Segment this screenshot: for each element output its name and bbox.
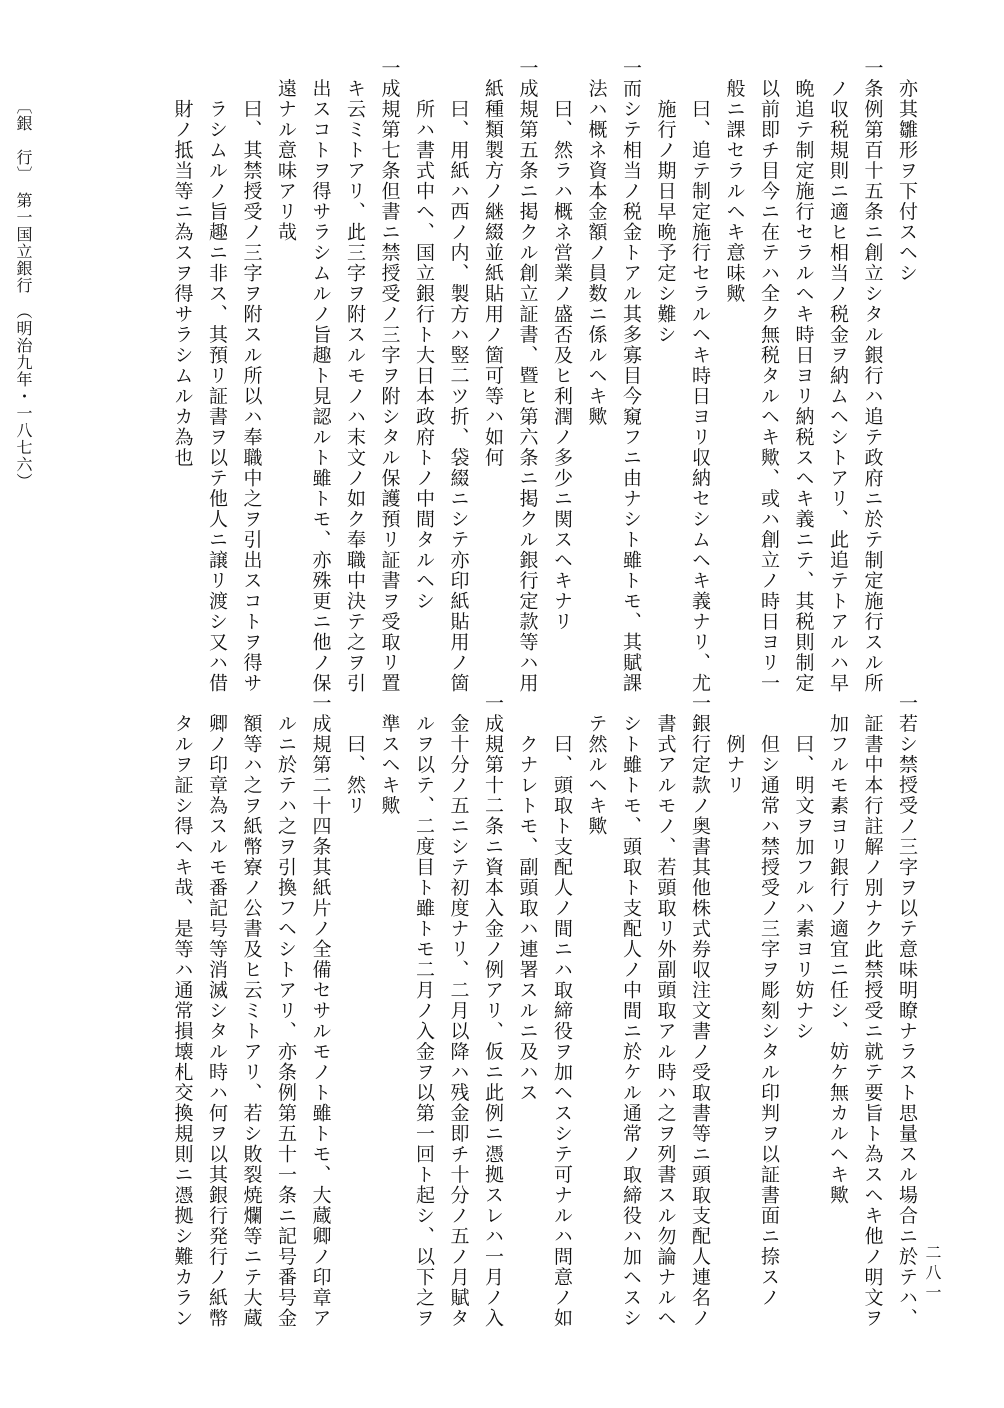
text-line: 一成規第七条但書ニ禁授受ノ三字ヲ附シタル保護預リ証書ヲ受取リ置 <box>378 58 401 694</box>
text-line: テ然ルヘキ歟 <box>585 693 608 837</box>
text-line: ノ収税規則ニ適ヒ相当ノ税金ヲ納ムヘシトアリ、此追テトアルハ早 <box>827 58 849 694</box>
text-line: 一成規第十二条ニ資本入金ノ例アリ、仮ニ此例ニ憑拠スレハ一月ノ入 <box>482 693 504 1329</box>
text-line: 一若シ禁授受ノ三字ヲ以テ意味明瞭ナラスト思量スル場合ニ於テハ、 <box>896 693 918 1329</box>
text-line: 曰、然ラハ概ネ営業ノ盛否及ヒ利潤ノ多少ニ関スヘキナリ <box>551 58 573 632</box>
text-line: 但シ通常ハ禁授受ノ三字ヲ彫刻シタル印判ヲ以証書面ニ捺スノ <box>758 693 780 1308</box>
text-line: 金十分ノ五ニシテ初度ナリ、二月以降ハ残金即チ十分ノ五ノ月賦タ <box>447 693 470 1329</box>
running-header: 〔銀 行〕 第一国立銀行 （明治九年・一八七六） <box>14 98 33 490</box>
text-line: ルニ於テハ之ヲ引換フヘシトアリ、亦条例第五十一条ニ記号番号金 <box>275 693 297 1329</box>
text-line: 卿ノ印章為スルモ番記号等消滅シタル時ハ何ヲ以其銀行発行ノ紙幣 <box>206 693 228 1329</box>
text-line: 書式アルモノ、若頭取リ外副頭取アル時ハ之ヲ列書スル勿論ナルヘ <box>654 693 677 1329</box>
text-line: キ云ミトアリ、此三字ヲ附スルモノハ末文ノ如ク奉職中決テ之ヲ引 <box>344 58 366 694</box>
text-line: ルヲ以テ、二度目ト雖トモ二月ノ入金ヲ以第一回ト起シ、以下之ヲ <box>413 693 435 1329</box>
text-line: 曰、其禁授受ノ三字ヲ附スル所以ハ奉職中之ヲ引出スコトヲ得サ <box>240 58 263 694</box>
text-line: 紙種類製方ノ継綴並紙貼用ノ箇可等ハ如何 <box>482 58 504 468</box>
text-line: 一成規第五条ニ掲クル創立証書、暨ヒ第六条ニ掲クル銀行定款等ハ用 <box>516 58 539 694</box>
text-line: 額等ハ之ヲ紙幣寮ノ公書及ヒ云ミトアリ、若シ敗裂焼爛等ニテ大蔵 <box>240 693 263 1329</box>
text-line: シト雖トモ、頭取ト支配人ノ中間ニ於ケル通常ノ取締役ハ加ヘスシ <box>620 693 642 1329</box>
text-line: 曰、用紙ハ西ノ内、製方ハ竪二ツ折、袋綴ニシテ亦印紙貼用ノ箇 <box>447 58 470 694</box>
text-line: 曰、追テ制定施行セラルヘキ時日ヨリ収納セシムヘキ義ナリ、尤 <box>689 58 711 694</box>
text-line: 曰、頭取ト支配人ノ間ニハ取締役ヲ加ヘスシテ可ナルハ問意ノ如 <box>551 693 573 1329</box>
text-line: 亦其雛形ヲ下付スヘシ <box>896 58 918 284</box>
text-line: 曰、然リ <box>344 693 366 816</box>
lower-text-block <box>165 693 924 1329</box>
text-line: 法ハ概ネ資本金額ノ員数ニ係ルヘキ歟 <box>585 58 608 427</box>
text-line: 例ナリ <box>723 693 746 796</box>
text-line: クナレトモ、副頭取ハ連署スルニ及ハス <box>516 693 539 1103</box>
text-line: 証書中本行註解ノ別ナク此禁授受ニ就テ要旨ト為スヘキ他ノ明文ヲ <box>861 693 884 1329</box>
text-line: 準スヘキ歟 <box>378 693 401 816</box>
upper-text-block <box>165 58 924 694</box>
text-line: 曰、明文ヲ加フルハ素ヨリ妨ナシ <box>792 693 815 1042</box>
text-line: 遠ナル意味アリ哉 <box>275 58 297 243</box>
text-line: 加フルモ素ヨリ銀行ノ適宜ニ任シ、妨ケ無カルヘキ歟 <box>827 693 849 1206</box>
text-line: 般ニ課セラルヘキ意味歟 <box>723 58 746 304</box>
text-line: 以前即チ目今ニ在テハ全ク無税タルヘキ歟、或ハ創立ノ時日ヨリ一 <box>758 58 780 694</box>
text-line: 出スコトヲ得サラシムルノ旨趣ト見認ルト雖トモ、亦殊更ニ他ノ保 <box>309 58 332 694</box>
text-line: 施行ノ期日早晩予定シ難シ <box>654 58 677 345</box>
text-line: タルヲ証シ得ヘキ哉、是等ハ通常損壊札交換規則ニ憑拠シ難カラン <box>171 693 194 1329</box>
text-line: 一而シテ相当ノ税金トアル其多寡目今窺フニ由ナシト雖トモ、其賦課 <box>620 58 642 694</box>
text-line: ラシムルノ旨趣ニ非ス、其預リ証書ヲ以テ他人ニ譲リ渡シ又ハ借 <box>206 58 228 694</box>
text-line: 一銀行定款ノ奥書其他株式券収注文書ノ受取書等ニ頭取支配人連名ノ <box>689 693 711 1329</box>
text-line: 財ノ抵当等ニ為スヲ得サラシムルカ為也 <box>171 58 194 468</box>
text-line: 一条例第百十五条ニ創立シタル銀行ハ追テ政府ニ於テ制定施行スル所 <box>861 58 884 694</box>
page-number: 二八一 <box>923 1244 942 1304</box>
text-line: 晩追テ制定施行セラルヘキ時日ヨリ納税スヘキ義ニテ、其税則制定 <box>792 58 815 694</box>
text-line: 所ハ書式中ヘ、国立銀行ト大日本政府トノ中間タルヘシ <box>413 58 435 612</box>
text-line: 一成規第二十四条其紙片ノ全備セサルモノト雖トモ、大蔵卿ノ印章ア <box>309 693 332 1329</box>
